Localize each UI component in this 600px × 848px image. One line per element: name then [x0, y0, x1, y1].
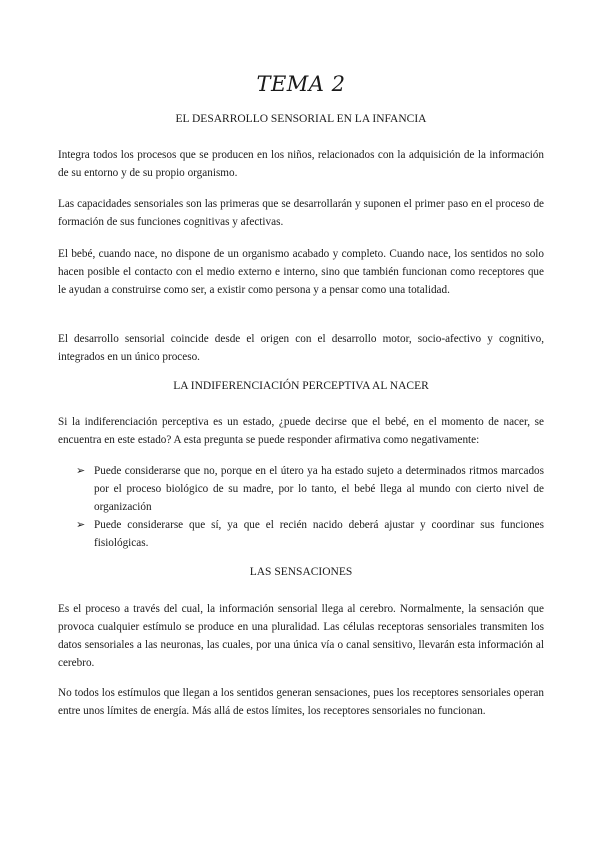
page-title: TEMA 2: [256, 72, 346, 97]
paragraph: Integra todos los procesos que se producen en los niños, relacionados con la adquisición de la información de su entorno y de su propio organismo.: [58, 149, 544, 179]
section-heading-desarrollo-sensorial: EL DESARROLLO SENSORIAL EN LA INFANCIA: [175, 113, 427, 125]
paragraph: Es el proceso a través del cual, la información sensorial llega al cerebro. Normalmente, la sensación que provoca cualquier estímulo se produce en una pluralidad. Las células receptoras sensoriales transmiten los datos sensoriales a las neuronas, las cuales, por una única vía o canal sensitivo, llevarán esta información al cerebro.: [58, 603, 544, 669]
section-heading-sensaciones: LAS SENSACIONES: [249, 566, 353, 578]
paragraph: El bebé, cuando nace, no dispone de un organismo acabado y completo. Cuando nace, los sentidos no solo hacen posible el contacto con el medio externo e interno, sino que también funcionan como receptores que le ayudan a construirse como ser, a existir como persona y a pensar como una totalidad.: [58, 248, 544, 296]
paragraph: Las capacidades sensoriales son las primeras que se desarrollarán y suponen el primer paso en el proceso de formación de sus funciones cognitivas y afectivas.: [58, 198, 544, 228]
paragraph: Si la indiferenciación perceptiva es un estado, ¿puede decirse que el bebé, en el momento de nacer, se encuentra en este estado? A esta pregunta se puede responder afirmativa como negativamente:: [58, 416, 544, 446]
paragraph: El desarrollo sensorial coincide desde el origen con el desarrollo motor, socio-afectivo y cognitivo, integrados en un único proceso.: [58, 333, 544, 363]
list-item-text: Puede considerarse que no, porque en el útero ya ha estado sujeto a determinados ritmos marcados por el proceso biológico de su madre, por lo tanto, el bebé llega al mundo con cierto nivel de organización: [94, 465, 544, 513]
arrow-bullet-icon: ➢: [76, 519, 86, 531]
list-item-text: Puede considerarse que sí, ya que el recién nacido deberá ajustar y coordinar sus funciones fisiológicas.: [94, 519, 544, 549]
paragraph: No todos los estímulos que llegan a los sentidos generan sensaciones, pues los receptores sensoriales operan entre unos límites de energía. Más allá de estos límites, los receptores sensoriales no funcionan.: [58, 687, 544, 717]
list-item: [76, 462, 544, 516]
section-heading-indiferenciacion: LA INDIFERENCIACIÓN PERCEPTIVA AL NACER: [173, 380, 429, 392]
bullet-list: [76, 462, 544, 552]
arrow-bullet-icon: ➢: [76, 465, 86, 477]
list-item: [76, 516, 544, 552]
